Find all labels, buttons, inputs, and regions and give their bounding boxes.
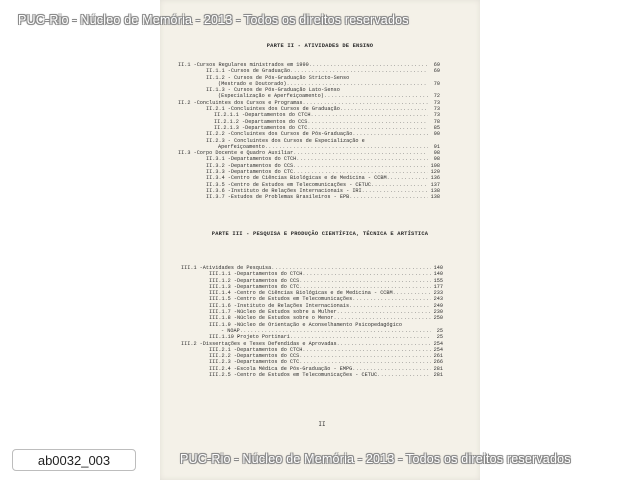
- toc-entry-title: Concluintes dos Cursos de Pós-Graduação: [230, 131, 353, 138]
- toc-leader-dots: [349, 194, 428, 200]
- part-3-title: PARTE III - PESQUISA E PRODUÇÃO CIENTÍFICA, TÉCNICA E ARTÍSTICA: [211, 231, 429, 237]
- toc-entry-number: II.3.1 -: [206, 156, 231, 163]
- toc-entry-page: 73: [433, 106, 440, 113]
- toc-entry-number: III.2.1 -: [209, 346, 238, 353]
- toc-entry-number: III.1.1 -: [209, 271, 238, 278]
- toc-entry-title: Departamentos do CTCH: [230, 156, 297, 163]
- watermark-bottom: PUC-Rio - Núcleo de Memória - 2013 - Todos os direitos reservados: [180, 452, 571, 466]
- toc-entry-title: Cursos de Graduação: [230, 68, 291, 75]
- toc-entry-page: 120: [430, 169, 440, 176]
- toc-entry: [178, 194, 440, 200]
- toc-entry-title: Concluintes dos Cursos e Programas: [196, 99, 303, 106]
- toc-entry-title: Atividades de Pesquisa: [202, 265, 272, 271]
- toc-entry-page: 250: [433, 315, 443, 322]
- image-id-label: ab0032_003: [12, 449, 136, 471]
- toc-entry-number: III.2.5 -: [209, 372, 238, 379]
- toc-entry-number: III.1.4 -: [209, 290, 238, 297]
- toc-entry-title: Departamentos do CCS: [245, 118, 308, 125]
- toc-entry-title: Departamentos do CTC: [230, 169, 294, 176]
- toc-entry-page: 177: [433, 283, 443, 290]
- toc-entry-number: II.3.3 -: [206, 169, 231, 176]
- toc-part-3: [181, 265, 443, 378]
- toc-entry-title: Centro de Estudos em Telecomunicações - CETUC: [237, 372, 378, 379]
- toc-entry-number: III.1.8 -: [209, 315, 238, 322]
- toc-entry-number: III.1.10 -: [209, 334, 241, 341]
- toc-entry-title: Concluintes dos Cursos de Graduação: [230, 106, 340, 113]
- toc-entry-title: Dissertações e Teses Defendidas e Aprovadas: [202, 340, 337, 347]
- toc-entry-page: 73: [433, 112, 440, 119]
- toc-entry-title: Instituto de Relações Internacionais: [237, 302, 350, 309]
- toc-entry-title: Centro de Estudos em Telecomunicações: [237, 296, 353, 303]
- toc-part-2: [178, 62, 440, 201]
- toc-entry-page: 261: [433, 353, 443, 360]
- toc-entry-title: (Mestrado e Doutorado): [218, 80, 287, 87]
- toc-entry-page: 155: [433, 277, 443, 284]
- toc-entry-title: Departamentos do CCS: [230, 162, 294, 169]
- toc-entry-page: 249: [433, 302, 443, 309]
- toc-entry-page: 138: [430, 194, 440, 201]
- toc-entry-title: (Especialização e Aperfeiçoamento): [218, 93, 324, 100]
- toc-entry-page: 140: [433, 265, 443, 271]
- toc-entry-page: 98: [433, 150, 440, 157]
- toc-entry-title: Departamentos do CTC: [245, 124, 308, 131]
- toc-entry-number: III.1.2 -: [209, 277, 238, 284]
- toc-entry-page: 281: [433, 365, 443, 372]
- toc-leader-dots: [377, 372, 431, 378]
- toc-entry-page: 243: [433, 296, 443, 303]
- toc-entry-number: II.2 -: [178, 99, 197, 106]
- toc-entry-title: Núcleo de Estudos sobre a Mulher: [237, 309, 337, 316]
- toc-entry-number: II.2.1 -: [206, 106, 231, 113]
- toc-entry-number: III.1 -: [181, 265, 203, 271]
- toc-entry-title: Departamentos do CTC: [237, 283, 300, 290]
- toc-entry-title: Instituto de Relações Internacionais - IRI: [230, 187, 362, 194]
- toc-entry-page: 73: [433, 99, 440, 106]
- toc-entry-page: 25: [436, 327, 443, 334]
- toc-entry-title: Aperfeiçoamento: [218, 143, 265, 150]
- toc-entry-number: II.3.4 -: [206, 175, 231, 182]
- toc-entry-page: 69: [433, 62, 440, 68]
- toc-entry-number: II.1.1 -: [206, 68, 231, 75]
- toc-entry-page: 25: [436, 334, 443, 341]
- toc-entry-page: 254: [433, 340, 443, 347]
- toc-entry-page: 136: [430, 175, 440, 182]
- toc-entry-number: III.2.4 -: [209, 365, 238, 372]
- toc-entry-number: III.2.3 -: [209, 359, 238, 366]
- toc-entry-page: 98: [433, 156, 440, 163]
- toc-entry-page: 254: [433, 346, 443, 353]
- toc-entry-number: III.1.3 -: [209, 283, 238, 290]
- toc-entry-title: Departamentos do CCS: [237, 277, 300, 284]
- toc-entry-number: II.2.1.2 -: [214, 118, 246, 125]
- toc-entry-title: Concluintes dos Cursos de Especialização e: [234, 137, 365, 144]
- toc-entry-number: III.2 -: [181, 340, 203, 347]
- toc-entry-title: Projeto Portinari: [237, 334, 290, 341]
- toc-entry-page: 230: [433, 309, 443, 316]
- toc-entry-number: II.2.2 -: [206, 131, 231, 138]
- toc-entry-title: Escola Médica de Pós-Graduação - EMPG: [237, 365, 353, 372]
- watermark-top: PUC-Rio - Núcleo de Memória - 2013 - Todos os direitos reservados: [18, 13, 409, 27]
- toc-entry-title: Departamentos do CTCH: [237, 271, 303, 278]
- toc-entry-title: Cursos Regulares ministrados em 1990: [196, 62, 309, 68]
- toc-entry-page: 281: [433, 372, 443, 379]
- toc-entry-page: 91: [433, 143, 440, 150]
- toc-entry-number: II.2.1.3 -: [214, 124, 246, 131]
- toc-entry-page: 108: [430, 162, 440, 169]
- toc-entry-number: III.1.9 -: [209, 321, 238, 328]
- toc-entry-title: Departamentos do CTCH: [245, 112, 311, 119]
- toc-entry-title: Departamentos do CTC: [237, 359, 300, 366]
- toc-entry-title: Núcleo de Estudos sobre o Menor: [237, 315, 334, 322]
- page-number: II: [318, 421, 326, 428]
- toc-entry-title: Cursos de Pós-Graduação Lato-Senso: [234, 87, 340, 94]
- toc-entry-page: 69: [433, 68, 440, 75]
- toc-entry-page: 78: [433, 118, 440, 125]
- toc-entry-number: II.1.2 -: [206, 74, 231, 81]
- toc-entry-page: 140: [433, 271, 443, 278]
- toc-entry-number: II.3.2 -: [206, 162, 231, 169]
- part-2-title: PARTE II - ATIVIDADES DE ENSINO: [266, 43, 374, 49]
- toc-entry-page: 70: [433, 80, 440, 87]
- toc-entry-page: 233: [433, 290, 443, 297]
- toc-entry-page: 138: [430, 187, 440, 194]
- toc-entry-title: Corpo Docente e Quadro Auxiliar: [196, 150, 294, 157]
- toc-entry-number: II.3.6 -: [206, 187, 231, 194]
- toc-entry-number: II.3 -: [178, 150, 197, 157]
- toc-entry-number: III.1.5 -: [209, 296, 238, 303]
- toc-entry-title: Centro de Ciências Biológicas e de Medicina - CCBM: [237, 290, 393, 297]
- toc-entry-number: II.3.7 -: [206, 194, 231, 201]
- toc-entry-page: 90: [433, 131, 440, 138]
- toc-entry-title: Centro de Ciências Biológicas e de Medicina - CCBM: [230, 175, 387, 182]
- toc-entry-page: 266: [433, 359, 443, 366]
- toc-entry-title: Estudos de Problemas Brasileiros - EPB: [230, 194, 350, 201]
- toc-entry-title: Núcleo de Orientação e Aconselhamento Psicopedagógico: [237, 321, 402, 328]
- toc-entry-number: III.2.2 -: [209, 353, 238, 360]
- toc-entry-title: - NOAP: [221, 327, 240, 334]
- toc-entry-number: II.2.1.1 -: [214, 112, 246, 119]
- toc-entry-number: III.1.7 -: [209, 309, 238, 316]
- toc-entry-number: II.1 -: [178, 62, 197, 68]
- toc-entry-title: Centro de Estudos em Telecomunicações - CETUC: [230, 181, 371, 188]
- toc-entry-page: 72: [433, 93, 440, 100]
- toc-entry-number: II.2.3 -: [206, 137, 231, 144]
- toc-entry-number: II.1.3 -: [206, 87, 231, 94]
- toc-entry-number: III.1.6 -: [209, 302, 238, 309]
- toc-entry: [181, 372, 443, 378]
- toc-entry-title: Cursos de Pós-Graduação Stricto-Senso: [234, 74, 350, 81]
- toc-entry-page: 85: [433, 124, 440, 131]
- toc-entry-title: Departamentos do CTCH: [237, 346, 303, 353]
- toc-entry-number: II.3.5 -: [206, 181, 231, 188]
- toc-entry-page: 137: [430, 181, 440, 188]
- toc-entry-title: Departamentos do CCS: [237, 353, 300, 360]
